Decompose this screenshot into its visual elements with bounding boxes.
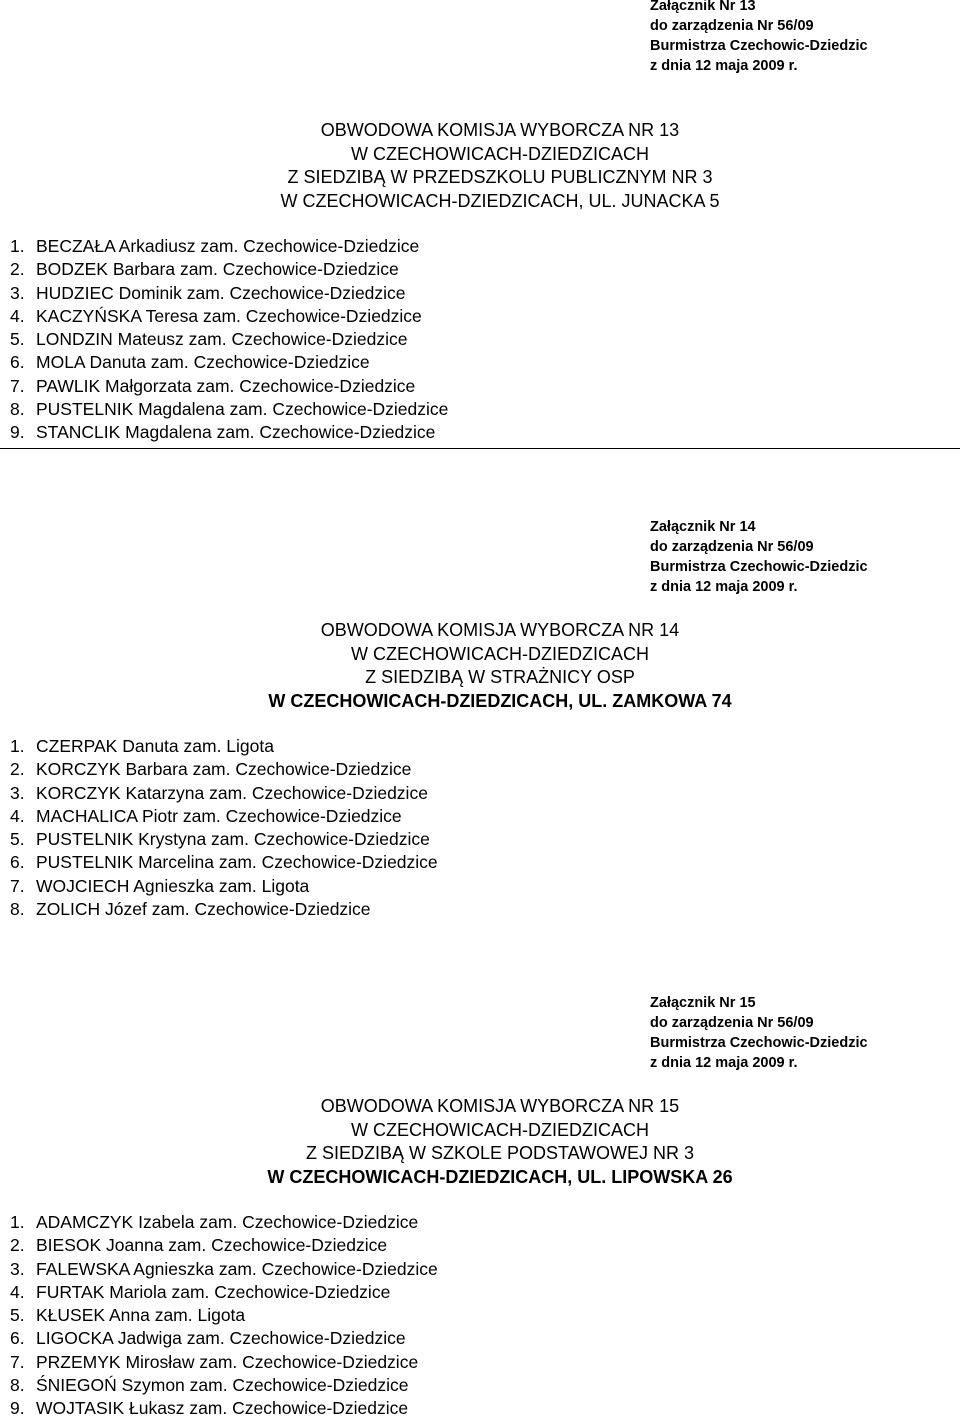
- attachment-number: Załącznik Nr 14: [650, 519, 756, 535]
- attachment-issuer: Burmistrza Czechowic-Dziedzic: [650, 38, 868, 54]
- list-item: [10, 328, 448, 351]
- list-item: [10, 1374, 438, 1397]
- member-text: LONDZIN Mateusz zam. Czechowice-Dziedzice: [36, 329, 408, 350]
- item-number: 7.: [10, 375, 25, 396]
- member-text: CZERPAK Danuta zam. Ligota: [36, 736, 274, 756]
- list-item: [10, 305, 448, 328]
- item-number: 4.: [10, 305, 25, 326]
- list-item: [10, 828, 438, 851]
- commission-city: W CZECHOWICACH-DZIEDZICACH: [351, 1119, 649, 1140]
- list-item: [10, 1327, 438, 1350]
- list-item: [10, 898, 438, 921]
- member-text: KORCZYK Katarzyna zam. Czechowice-Dziedzice: [36, 782, 428, 803]
- attachment-order: do zarządzenia Nr 56/09: [650, 1015, 814, 1031]
- member-text: FURTAK Mariola zam. Czechowice-Dziedzice: [36, 1281, 391, 1302]
- commission-title: OBWODOWA KOMISJA WYBORCZA NR 13: [320, 120, 680, 140]
- item-number: 1.: [10, 1212, 25, 1232]
- list-item: [10, 258, 448, 281]
- member-text: ŚNIEGOŃ Szymon zam. Czechowice-Dziedzice: [36, 1375, 409, 1396]
- member-text: HUDZIEC Dominik zam. Czechowice-Dziedzice: [36, 282, 406, 303]
- attachment-issuer: Burmistrza Czechowic-Dziedzic: [650, 559, 868, 575]
- item-number: 2.: [10, 759, 25, 780]
- attachment-order: do zarządzenia Nr 56/09: [650, 539, 814, 555]
- attachment-number: Załącznik Nr 13: [650, 0, 756, 14]
- member-text: BODZEK Barbara zam. Czechowice-Dziedzice: [36, 259, 399, 280]
- attachment-order: do zarządzenia Nr 56/09: [650, 18, 814, 34]
- list-item: [10, 1397, 438, 1420]
- member-text: PRZEMYK Mirosław zam. Czechowice-Dziedzice: [36, 1351, 419, 1372]
- section-divider: [0, 448, 960, 449]
- list-item: [10, 282, 448, 305]
- item-number: 4.: [10, 1281, 25, 1302]
- member-text: ADAMCZYK Izabela zam. Czechowice-Dziedzice: [36, 1212, 419, 1232]
- item-number: 5.: [10, 1305, 25, 1326]
- item-number: 5.: [10, 829, 25, 850]
- member-text: BIESOK Joanna zam. Czechowice-Dziedzice: [36, 1235, 388, 1256]
- item-number: 1.: [10, 736, 25, 756]
- attachment-number: Załącznik Nr 15: [650, 995, 756, 1011]
- commission-address: W CZECHOWICACH-DZIEDZICACH, UL. ZAMKOWA 74: [268, 690, 732, 711]
- member-text: ZOLICH Józef zam. Czechowice-Dziedzice: [36, 899, 371, 920]
- commission-seat: Z SIEDZIBĄ W STRAŻNICY OSP: [365, 667, 635, 687]
- attachment-date: z dnia 12 maja 2009 r.: [650, 579, 798, 595]
- item-number: 1.: [10, 236, 25, 256]
- member-list: [10, 235, 448, 445]
- list-item: [10, 421, 448, 444]
- attachment-note: [650, 517, 950, 597]
- member-text: KACZYŃSKA Teresa zam. Czechowice-Dziedzice: [36, 305, 422, 326]
- list-item: [10, 1351, 438, 1374]
- list-item: [10, 1281, 438, 1304]
- attachment-note: [650, 0, 950, 76]
- attachment-note: [650, 993, 950, 1073]
- member-text: WOJCIECH Agnieszka zam. Ligota: [36, 875, 310, 896]
- list-item: [10, 1304, 438, 1327]
- item-number: 8.: [10, 899, 25, 920]
- list-item: [10, 398, 448, 421]
- item-number: 9.: [10, 1398, 25, 1419]
- member-list: [10, 735, 438, 921]
- member-text: PUSTELNIK Magdalena zam. Czechowice-Dziedzice: [36, 399, 449, 420]
- commission-city: W CZECHOWICACH-DZIEDZICACH: [351, 143, 649, 164]
- member-text: BECZAŁA Arkadiusz zam. Czechowice-Dziedzice: [36, 236, 420, 256]
- item-number: 3.: [10, 282, 25, 303]
- item-number: 7.: [10, 1351, 25, 1372]
- list-item: [10, 375, 448, 398]
- list-item: [10, 851, 438, 874]
- commission-heading: [0, 619, 960, 713]
- item-number: 4.: [10, 805, 25, 826]
- member-text: STANCLIK Magdalena zam. Czechowice-Dziedzice: [36, 422, 436, 443]
- item-number: 3.: [10, 782, 25, 803]
- item-number: 5.: [10, 329, 25, 350]
- member-text: PUSTELNIK Krystyna zam. Czechowice-Dziedzice: [36, 829, 430, 850]
- commission-seat: Z SIEDZIBĄ W PRZEDSZKOLU PUBLICZNYM NR 3: [287, 167, 713, 187]
- list-item: [10, 235, 448, 258]
- list-item: [10, 351, 448, 374]
- item-number: 6.: [10, 1328, 25, 1349]
- item-number: 9.: [10, 422, 25, 443]
- item-number: 7.: [10, 875, 25, 896]
- list-item: [10, 1258, 438, 1281]
- item-number: 6.: [10, 352, 25, 373]
- member-text: KŁUSEK Anna zam. Ligota: [36, 1305, 246, 1326]
- list-item: [10, 805, 438, 828]
- commission-heading: [0, 1095, 960, 1189]
- list-item: [10, 1234, 438, 1257]
- list-item: [10, 782, 438, 805]
- commission-seat: Z SIEDZIBĄ W SZKOLE PODSTAWOWEJ NR 3: [305, 1143, 695, 1163]
- attachment-issuer: Burmistrza Czechowic-Dziedzic: [650, 1035, 868, 1051]
- commission-title: OBWODOWA KOMISJA WYBORCZA NR 15: [320, 1096, 680, 1116]
- item-number: 2.: [10, 259, 25, 280]
- item-number: 2.: [10, 1235, 25, 1256]
- item-number: 6.: [10, 852, 25, 873]
- commission-heading: [0, 119, 960, 213]
- commission-address: W CZECHOWICACH-DZIEDZICACH, UL. JUNACKA 5: [280, 190, 720, 211]
- attachment-date: z dnia 12 maja 2009 r.: [650, 58, 798, 74]
- item-number: 3.: [10, 1258, 25, 1279]
- member-text: WOJTASIK Łukasz zam. Czechowice-Dziedzice: [36, 1398, 409, 1419]
- list-item: [10, 1211, 438, 1234]
- member-text: MACHALICA Piotr zam. Czechowice-Dziedzice: [36, 805, 402, 826]
- list-item: [10, 875, 438, 898]
- member-text: PUSTELNIK Marcelina zam. Czechowice-Dziedzice: [36, 852, 438, 873]
- attachment-date: z dnia 12 maja 2009 r.: [650, 1055, 798, 1071]
- list-item: [10, 758, 438, 781]
- member-text: KORCZYK Barbara zam. Czechowice-Dziedzice: [36, 759, 412, 780]
- commission-address: W CZECHOWICACH-DZIEDZICACH, UL. LIPOWSKA 26: [267, 1166, 733, 1187]
- item-number: 8.: [10, 1375, 25, 1396]
- commission-title: OBWODOWA KOMISJA WYBORCZA NR 14: [320, 620, 680, 640]
- member-text: LIGOCKA Jadwiga zam. Czechowice-Dziedzice: [36, 1328, 406, 1349]
- commission-city: W CZECHOWICACH-DZIEDZICACH: [351, 643, 649, 664]
- member-text: MOLA Danuta zam. Czechowice-Dziedzice: [36, 352, 370, 373]
- member-list: [10, 1211, 438, 1421]
- item-number: 8.: [10, 399, 25, 420]
- member-text: PAWLIK Małgorzata zam. Czechowice-Dziedzice: [36, 375, 416, 396]
- list-item: [10, 735, 438, 758]
- member-text: FALEWSKA Agnieszka zam. Czechowice-Dziedzice: [36, 1258, 438, 1279]
